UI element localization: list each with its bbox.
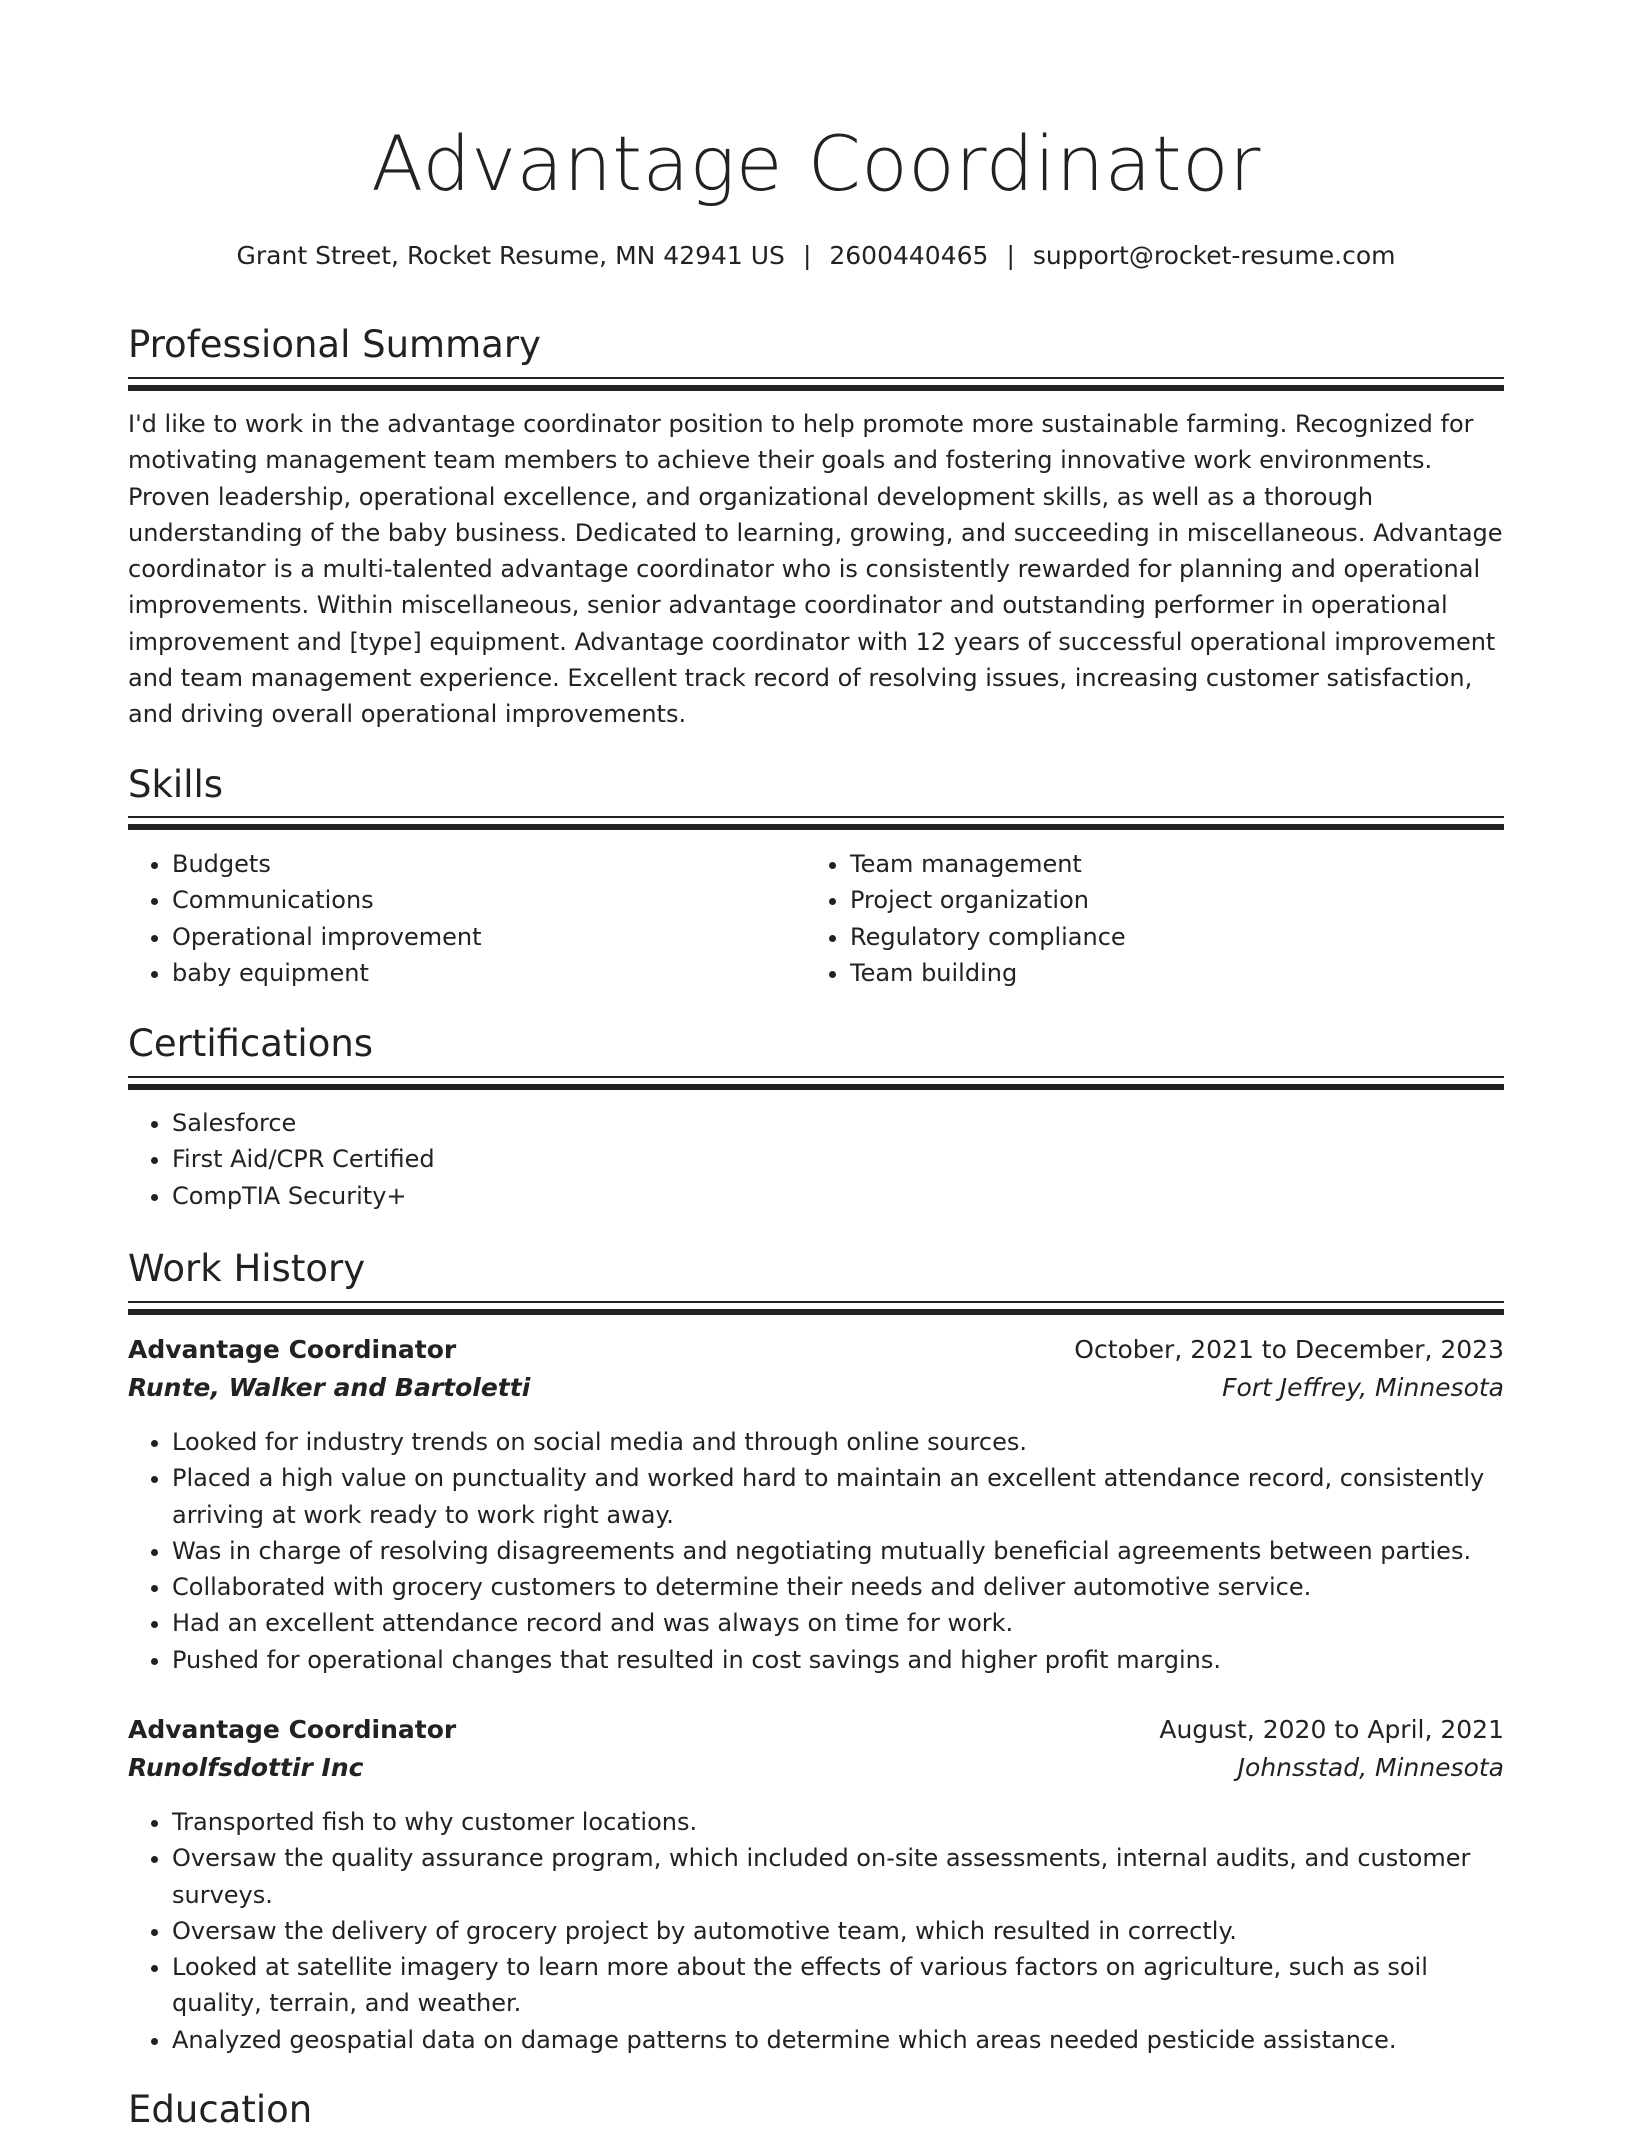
skills-list-left	[128, 846, 792, 991]
section-divider	[128, 1301, 1504, 1315]
section-divider	[128, 377, 1504, 391]
job-dates: August, 2020 to April, 2021	[1159, 1715, 1504, 1744]
section-title-certifications: Certifications	[128, 1022, 374, 1065]
list-item: • baby equipment	[172, 955, 792, 991]
job-company: Runolfsdottir Inc	[128, 1753, 364, 1782]
summary-text: I'd like to work in the advantage coordinator position to help promote more sustainable farming. Recognized for motivating management team members to achieve their goals and fostering innovative work environments. Proven leadership, operational excellence, and organizational development skills, as well as a thorough understanding of the baby business. Dedicated to learning, growing, and succeeding in miscellaneous. Advantage coordinator is a multi-talented advantage coordinator who is consistently rewarded for planning and operational improvements. Within miscellaneous, senior advantage coordinator and outstanding performer in operational improvement and [type] equipment. Advantage coordinator with 12 years of successful operational improvement and team management experience. Excellent track record of resolving issues, increasing customer satisfaction, and driving overall operational improvements.	[128, 410, 1503, 729]
list-item: • Regulatory compliance	[850, 919, 1530, 955]
list-item: • Oversaw the quality assurance program, which included on-site assessments, internal audits, and customer surveys.	[172, 1840, 1504, 1913]
candidate-name: Advantage Coordinator	[371, 119, 1261, 208]
job-dates: October, 2021 to December, 2023	[1074, 1335, 1504, 1364]
list-item: • Salesforce	[172, 1105, 1504, 1141]
list-item: • CompTIA Security+	[172, 1178, 1504, 1214]
list-item: • Placed a high value on punctuality and worked hard to maintain an excellent attendance record, consistently arriving at work ready to work right away.	[172, 1460, 1504, 1533]
section-title-skills: Skills	[128, 763, 224, 806]
section-title-summary: Professional Summary	[128, 323, 541, 366]
certifications-list	[128, 1105, 1504, 1214]
phone: 2600440465	[829, 241, 989, 270]
job-title: Advantage Coordinator	[128, 1335, 457, 1364]
job-company: Runte, Walker and Bartoletti	[128, 1373, 531, 1402]
list-item: • Communications	[172, 882, 792, 918]
list-item: • Transported fish to why customer locations.	[172, 1804, 1504, 1840]
list-item: • Oversaw the delivery of grocery project by automotive team, which resulted in correctly.	[172, 1913, 1504, 1949]
job-location: Johnsstad, Minnesota	[1237, 1753, 1504, 1782]
list-item: • Team management	[850, 846, 1530, 882]
job-bullets	[128, 1424, 1504, 1678]
section-divider	[128, 1076, 1504, 1090]
contact-line	[128, 238, 1504, 274]
section-title-education: Education	[128, 2088, 313, 2131]
list-item: • Looked for industry trends on social media and through online sources.	[172, 1424, 1504, 1460]
skills-list-right	[806, 846, 1530, 991]
list-item: • Pushed for operational changes that resulted in cost savings and higher profit margins.	[172, 1642, 1504, 1678]
list-item: • Was in charge of resolving disagreements and negotiating mutually beneficial agreements between parties.	[172, 1533, 1504, 1569]
section-divider	[128, 816, 1504, 830]
separator: |	[1006, 241, 1015, 270]
address: Grant Street, Rocket Resume, MN 42941 US	[236, 241, 785, 270]
list-item: • Project organization	[850, 882, 1530, 918]
list-item: • Collaborated with grocery customers to determine their needs and deliver automotive service.	[172, 1569, 1504, 1605]
section-title-work-history: Work History	[128, 1247, 366, 1290]
email-link[interactable]: support@rocket-resume.com	[1032, 241, 1396, 270]
job-bullets	[128, 1804, 1504, 2058]
list-item: • Budgets	[172, 846, 792, 882]
list-item: • First Aid/CPR Certified	[172, 1141, 1504, 1177]
list-item: • Had an excellent attendance record and was always on time for work.	[172, 1605, 1504, 1641]
list-item: • Looked at satellite imagery to learn more about the effects of various factors on agriculture, such as soil quality, terrain, and weather.	[172, 1949, 1504, 2022]
list-item: • Analyzed geospatial data on damage patterns to determine which areas needed pesticide assistance.	[172, 2022, 1504, 2058]
separator: |	[802, 241, 812, 270]
list-item: • Operational improvement	[172, 919, 792, 955]
job-title: Advantage Coordinator	[128, 1715, 457, 1744]
job-location: Fort Jeffrey, Minnesota	[1222, 1373, 1504, 1402]
list-item: • Team building	[850, 955, 1530, 991]
